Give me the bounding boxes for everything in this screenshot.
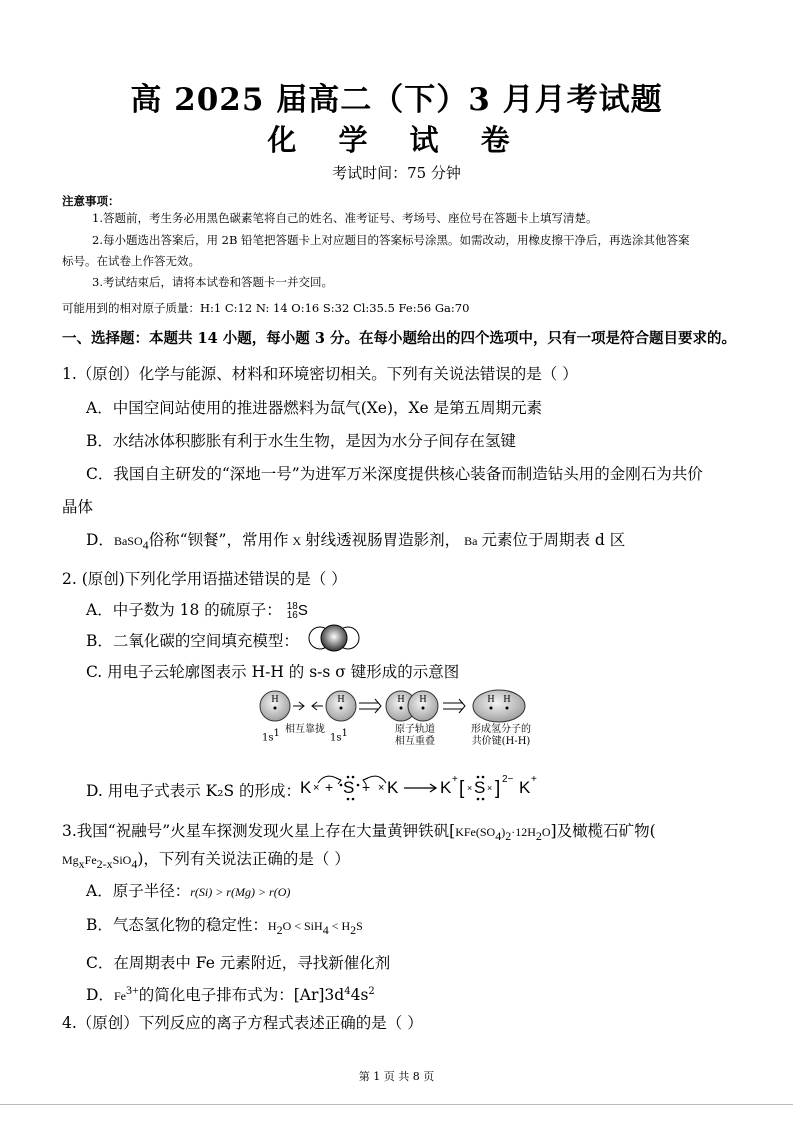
exam-title: 高 2025 届高二（下）3 月月考试题 bbox=[130, 82, 663, 118]
svg-text:H: H bbox=[419, 694, 427, 705]
q2-option-b: B．二氧化碳的空间填充模型： bbox=[86, 632, 299, 650]
k2s-electron-formation bbox=[298, 769, 548, 803]
note-2b: 标号。在试卷上作答无效。 bbox=[62, 254, 200, 268]
label-approach: 相互靠拢 bbox=[285, 724, 325, 735]
q3-option-b: B．气态氢化物的稳定性：$H_2O < SiH_4 < H_2S$ bbox=[86, 916, 363, 938]
q2-stem: 2. (原创)下列化学用语描述错误的是（ ） bbox=[62, 570, 347, 588]
svg-text:×: × bbox=[467, 783, 473, 793]
footer-divider bbox=[0, 1104, 793, 1105]
svg-text:2−: 2− bbox=[502, 774, 514, 785]
q1-option-c-cont: 晶体 bbox=[62, 498, 94, 516]
q1-stem: 1.（原创）化学与能源、材料和环境密切相关。下列有关说法错误的是（ ） bbox=[62, 365, 578, 383]
note-1: 1.答题前，考生务必用黑色碳素笔将自己的姓名、准考证号、考场号、座位号在答题卡上填写清楚。 bbox=[92, 211, 598, 225]
svg-text:H: H bbox=[337, 694, 345, 705]
label-1s-right: $1s^1$ bbox=[330, 728, 348, 744]
label-overlap: 原子轨道 相互重叠 bbox=[395, 724, 435, 747]
svg-text:K: K bbox=[300, 778, 312, 797]
svg-text:×: × bbox=[378, 782, 385, 794]
exam-time: 考试时间：75 分钟 bbox=[332, 164, 461, 182]
section-heading: 一、选择题：本题共 14 小题，每小题 3 分。在每小题给出的四个选项中，只有一项是符合题目要求的。 bbox=[62, 330, 736, 347]
svg-text:×: × bbox=[313, 782, 320, 794]
svg-text:K: K bbox=[519, 778, 531, 797]
label-bond-formed: 形成氢分子的 共价键(H-H) bbox=[471, 724, 531, 747]
svg-text:+: + bbox=[362, 779, 371, 795]
q4-stem: 4.（原创）下列反应的离子方程式表述正确的是（ ） bbox=[62, 1014, 423, 1032]
q2-option-d: D. 用电子式表示 K₂S 的形成： bbox=[86, 782, 301, 800]
svg-text:H: H bbox=[503, 694, 511, 705]
notes-heading: 注意事项： bbox=[62, 194, 120, 208]
atomic-masses: 可能用到的相对原子质量：H:1 C:12 N: 14 O:16 S:32 Cl:35.5 Fe:56 Ga:70 bbox=[62, 301, 470, 315]
q3-stem-cont: $Mg_xFe_{2-x}SiO_4$)，下列有关说法正确的是（ ） bbox=[62, 850, 350, 872]
svg-text:H: H bbox=[397, 694, 405, 705]
note-2a: 2.每小题选出答案后，用 2B 铅笔把答题卡上对应题目的答案标号涂黑。如需改动，用橡皮擦干净后，再选涂其他答案 bbox=[92, 233, 690, 247]
page-footer: 第 1 页 共 8 页 bbox=[358, 1070, 435, 1083]
svg-text:[: [ bbox=[459, 778, 465, 799]
q3-option-c: C．在周期表中 Fe 元素附近，寻找新催化剂 bbox=[86, 954, 391, 972]
svg-text:+: + bbox=[325, 779, 334, 795]
note-3: 3.考试结束后，请将本试卷和答题卡一并交回。 bbox=[92, 275, 333, 289]
svg-text:H: H bbox=[271, 694, 279, 705]
sigma-bond-diagram bbox=[255, 688, 555, 728]
subject-title: 化 学 试 卷 bbox=[267, 123, 526, 157]
svg-text:]: ] bbox=[495, 778, 501, 799]
svg-text:S: S bbox=[343, 778, 355, 797]
label-1s-left: $1s^1$ bbox=[262, 728, 280, 744]
co2-space-filling-model bbox=[306, 622, 362, 654]
svg-text:+: + bbox=[531, 774, 537, 785]
q3-option-a: A．原子半径：r(Si) > r(Mg) > r(O) bbox=[86, 882, 291, 900]
svg-text:K: K bbox=[387, 778, 399, 797]
q1-option-a: A．中国空间站使用的推进器燃料为氙气(Xe)，Xe 是第五周期元素 bbox=[86, 399, 543, 417]
q3-stem: 3.我国“祝融号”火星车探测发现火星上存在大量黄钾铁矾$[KFe(SO_4)_2\cdot 12H_2O]$及橄榄石矿物( bbox=[62, 822, 656, 844]
q2-option-c: C. 用电子云轮廓图表示 H-H 的 s-s σ 键形成的示意图 bbox=[86, 663, 460, 681]
q1-option-c: C．我国自主研发的“深地一号”为进军万米深度提供核心装备而制造钻头用的金刚石为共价 bbox=[86, 465, 703, 483]
svg-text:S: S bbox=[474, 778, 486, 797]
q2-option-a: A．中子数为 18 的硫原子： 18 16 S bbox=[86, 601, 308, 621]
q1-option-d: D．BaSO$_4$俗称“钡餐”，常用作 X 射线透视肠胃造影剂， Ba 元素位于周期表 d 区 bbox=[86, 531, 626, 553]
q1-option-b: B．水结冰体积膨胀有利于水生生物，是因为水分子间存在氢键 bbox=[86, 432, 516, 450]
svg-text:+: + bbox=[452, 774, 458, 785]
svg-text:×: × bbox=[487, 783, 493, 793]
q3-option-d: D．$Fe^{3+}$的简化电子排布式为：$[Ar]3d^44s^2$ bbox=[86, 983, 375, 1005]
svg-text:K: K bbox=[440, 778, 452, 797]
svg-text:H: H bbox=[487, 694, 495, 705]
